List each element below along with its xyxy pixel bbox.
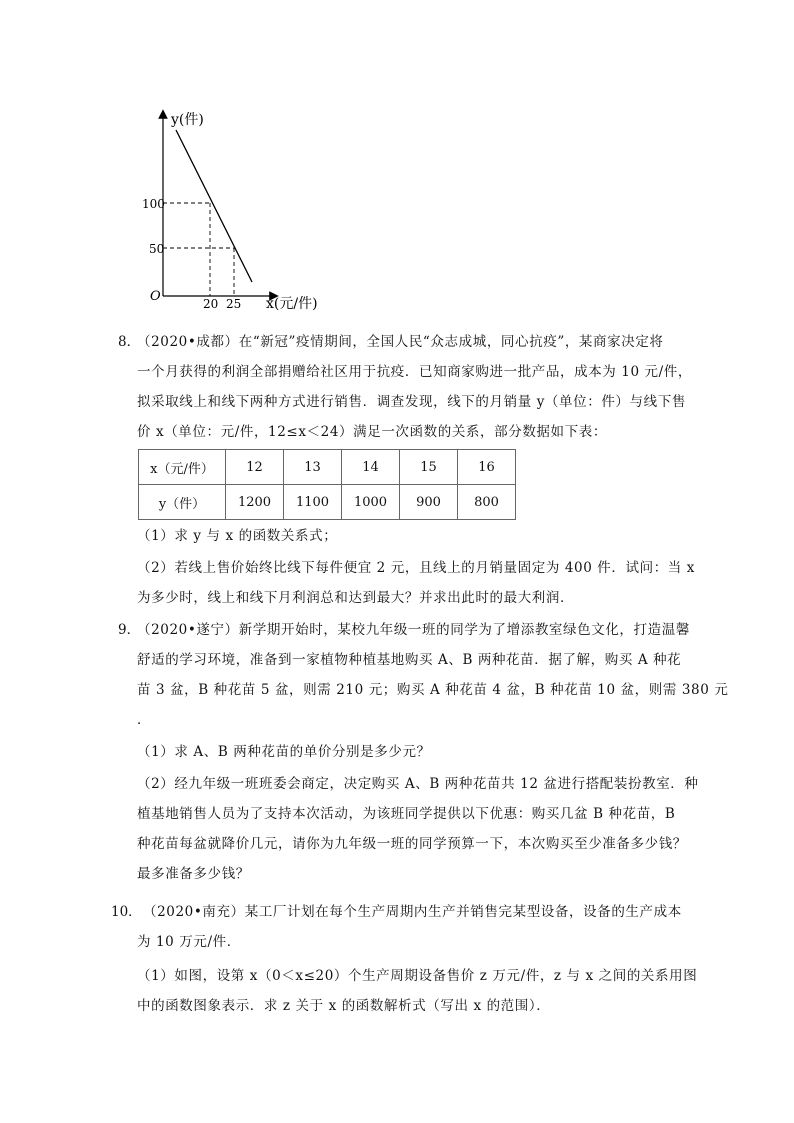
- table-cell: 12: [226, 450, 284, 485]
- q8-data-table: [138, 449, 516, 520]
- x-tick-20: 20: [203, 297, 219, 311]
- q8-sub2-line-2: 为多少时，线上和线下月利润总和达到最大？并求出此时的最大利润．: [137, 590, 575, 606]
- q9-sub2-line-3: 种花苗每盆就降价几元，请你为九年级一班的同学预算一下，本次购买至少准备多少钱？: [137, 836, 687, 852]
- q9-sub1: （1）求 A、B 两种花苗的单价分别是多少元？: [137, 744, 431, 760]
- q9-line-3: 苗 3 盆，B 种花苗 5 盆，则需 210 元；购买 A 种花苗 4 盆，B 种花苗 10 盆，则需 380 元: [137, 682, 729, 698]
- q9-sub2-line-1: （2）经九年级一班班委会商定，决定购买 A、B 两种花苗共 12 盆进行搭配装扮教室．种: [137, 776, 699, 792]
- y-tick-50: 50: [149, 242, 165, 256]
- table-cell: 800: [458, 485, 516, 520]
- q9-line-1: （2020•遂宁）新学期开始时，某校九年级一班的同学为了增添教室绿色文化，打造温馨: [137, 622, 690, 638]
- function-graph: [140, 108, 340, 318]
- q10-line-1: （2020•南充）某工厂计划在每个生产周期内生产并销售完某型设备，设备的生产成本: [143, 904, 682, 920]
- q10-sub1-line-1: （1）如图，设第 x（0＜x≤20）个生产周期设备售价 z 万元/件，z 与 x 之间的关系用图: [137, 968, 698, 984]
- table-cell: 14: [342, 450, 400, 485]
- q8-line-3: 拟采取线上和线下两种方式进行销售．调查发现，线下的月销量 y（单位：件）与线下售: [137, 394, 686, 410]
- x-axis-label: x(元/件): [266, 296, 318, 312]
- q9-line-4: ．: [137, 712, 152, 728]
- table-header-x: x（元/件）: [139, 450, 226, 485]
- q10-sub1-line-2: 中的函数图象表示．求 z 关于 x 的函数解析式（写出 x 的范围）．: [137, 998, 551, 1014]
- q8-number: 8．: [118, 334, 141, 350]
- table-cell: 1100: [284, 485, 342, 520]
- q8-sub1: （1）求 y 与 x 的函数关系式；: [137, 528, 338, 544]
- q10-number: 10．: [111, 904, 142, 920]
- y-tick-100: 100: [142, 197, 165, 211]
- q9-sub2-line-2: 植基地销售人员为了支持本次活动，为该班同学提供以下优惠：购买几盆 B 种花苗，B: [137, 806, 676, 822]
- q8-line-4: 价 x（单位：元/件，12≤x＜24）满足一次函数的关系，部分数据如下表：: [137, 424, 607, 440]
- table-cell: 1200: [226, 485, 284, 520]
- q8-sub2-line-1: （2）若线上售价始终比线下每件便宜 2 元，且线上的月销量固定为 400 件．试问：当 x: [137, 560, 696, 576]
- origin-label: O: [150, 289, 161, 304]
- x-tick-25: 25: [226, 297, 242, 311]
- q10-line-2: 为 10 万元/件．: [137, 934, 241, 950]
- table-header-y: y（件）: [139, 485, 226, 520]
- q8-line-1: （2020•成都）在“新冠”疫情期间，全国人民“众志成城，同心抗疫”，某商家决定将: [137, 334, 664, 350]
- table-cell: 13: [284, 450, 342, 485]
- table-cell: 900: [400, 485, 458, 520]
- q9-line-2: 舒适的学习环境，准备到一家植物种植基地购买 A、B 两种花苗．据了解，购买 A 种花: [137, 652, 682, 668]
- q9-sub2-line-4: 最多准备多少钱？: [137, 866, 250, 882]
- table-row-x: [139, 450, 516, 485]
- q9-number: 9．: [118, 622, 141, 638]
- table-cell: 16: [458, 450, 516, 485]
- q8-line-2: 一个月获得的利润全部捐赠给社区用于抗疫．已知商家购进一批产品，成本为 10 元/件，: [137, 364, 693, 380]
- table-cell: 15: [400, 450, 458, 485]
- table-cell: 1000: [342, 485, 400, 520]
- function-line: [176, 130, 252, 282]
- y-axis-label: y(件): [171, 112, 204, 128]
- table-row-y: [139, 485, 516, 520]
